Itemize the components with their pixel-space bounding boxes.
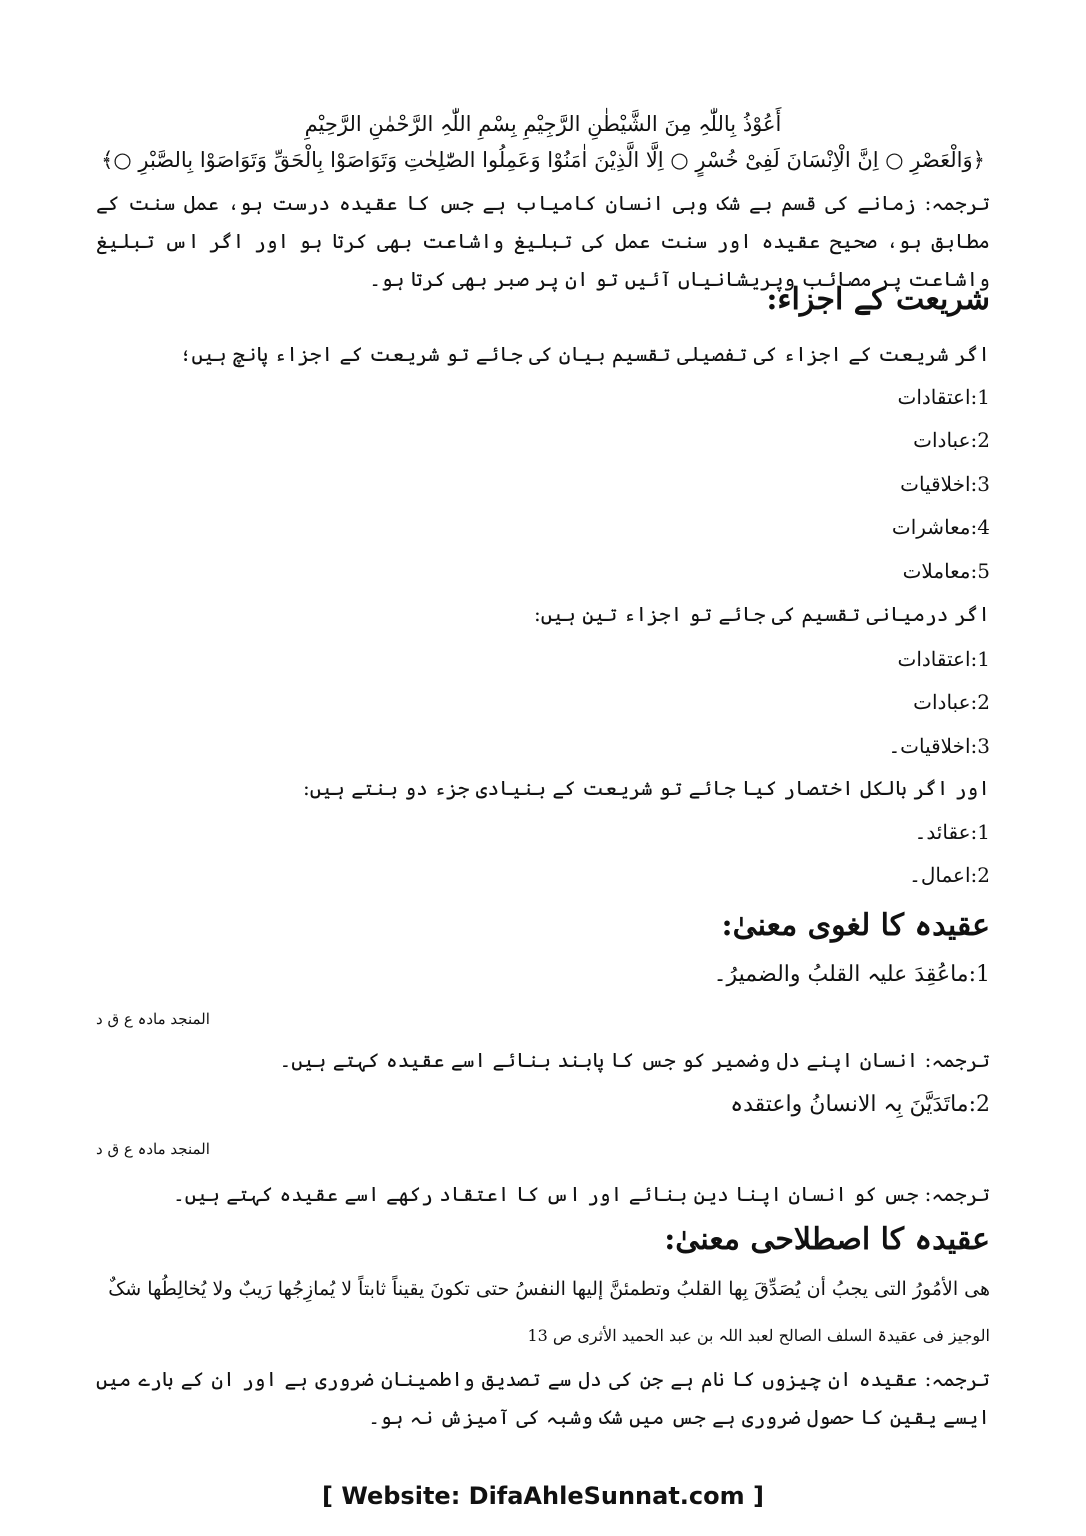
list-item: 4:معاشرات [891, 515, 990, 539]
website-footer: [ Website: DifaAhleSunnat.com ] [322, 1482, 764, 1510]
list-item: 1:اعتقادات [897, 385, 990, 409]
list-item: 1:اعتقادات [897, 647, 990, 671]
list-item: 2:عبادات [913, 428, 990, 452]
lexical-translation-2: ترجمہ: جس کو انسان اپنا دین بنائے اور اس کا اعتقاد رکھے اسے عقیدہ کہتے ہیں۔ [173, 1182, 990, 1206]
list-item: 5:معاملات [902, 559, 990, 583]
technical-translation: ترجمہ: عقیدہ ان چیزوں کا نام ہے جن کی دل سے تصدیق واطمینان ضروری ہے اور ان کے بارے میں ایسے یقین کا حصول ضروری ہے جس میں شک وشبہ کی آمیزش نہ ہو۔ [96, 1367, 990, 1429]
list-item: 3:اخلاقیات۔ [888, 734, 990, 758]
lexical-definition-2: 2:ماتَدَیَّنَ بِہ الانسانُ واعتقدہ [730, 1092, 990, 1117]
technical-definition-arabic: ھی الأمُورُ التی یجبُ أن یُصَدِّقَ بِھا القلبُ وتطمئنَّ إلیھا النفسُ حتی تکونَ یقیناً ثابتاً لا یُمازِجُھا رَیبٌ ولا یُخالِطُھا شکٌ [108, 1278, 990, 1300]
section-heading-shariah-parts: شریعت کے اجزاء: [766, 282, 990, 317]
reference-almunjid-2: المنجد مادہ ع ق د [96, 1140, 210, 1158]
bismillah-line: أَعُوْذُ بِاللّٰہِ مِنَ الشَّیْطٰنِ الرَّجِیْمِ بِسْمِ اللّٰہِ الرَّحْمٰنِ الرَّحِیْمِ [304, 112, 782, 136]
section-heading-technical-meaning: عقیدہ کا اصطلاحی معنیٰ: [664, 1222, 990, 1257]
section-heading-lexical-meaning: عقیدہ کا لغوی معنیٰ: [721, 908, 990, 943]
shariah-intro-medium: اگر درمیانی تقسیم کی جائے تو اجزاء تین ہیں: [533, 602, 990, 626]
shariah-intro: اگر شریعت کے اجزاء کی تفصیلی تقسیم بیان کی جائے تو شریعت کے اجزاء پانچ ہیں؛ [179, 342, 990, 366]
list-item: 2:اعمال۔ [909, 863, 990, 887]
list-item: 1:عقائد۔ [914, 820, 990, 844]
lexical-translation-1: ترجمہ: انسان اپنے دل وضمیر کو جس کا پابند بنائے اسے عقیدہ کہتے ہیں۔ [279, 1048, 990, 1072]
ayah-line: ﴿وَالْعَصْرِ ○ اِنَّ الْاِنْسَانَ لَفِیْ خُسْرٍ ○ اِلَّا الَّذِیْنَ اٰمَنُوْا وَعَمِلُوا الصّٰلِحٰتِ وَتَوَاصَوْا بِالْحَقِّ وَتَوَاصَوْا بِالصَّبْرِ ○﴾ [101, 148, 985, 172]
reference-alwajiz: الوجیز فی عقیدۃ السلف الصالح لعبد اللہ بن عبد الحمید الأثری ص 13 [527, 1326, 990, 1345]
reference-almunjid-1: المنجد مادہ ع ق د [96, 1010, 210, 1028]
list-item: 2:عبادات [913, 690, 990, 714]
shariah-intro-short: اور اگر بالکل اختصار کیا جائے تو شریعت کے بنیادی جزء دو بنتے ہیں: [302, 776, 990, 800]
list-item: 3:اخلاقیات [900, 472, 990, 496]
lexical-definition-1: 1:ماعُقِدَ علیہ القلبُ والضمیرُ۔ [713, 962, 990, 987]
ayah-translation: ترجمہ: زمانے کی قسم بے شک وہی انسان کامیاب ہے جس کا عقیدہ درست ہو، عمل سنت کے مطابق ہو، صحیح عقیدہ اور سنت عمل کی تبلیغ واشاعت بھی کرتا ہو اور اگر اس تبلیغ واشاعت پر مصائب وپریشانیاں آئیں تو ان پر صبر بھی کرتا ہو۔ [96, 191, 990, 291]
